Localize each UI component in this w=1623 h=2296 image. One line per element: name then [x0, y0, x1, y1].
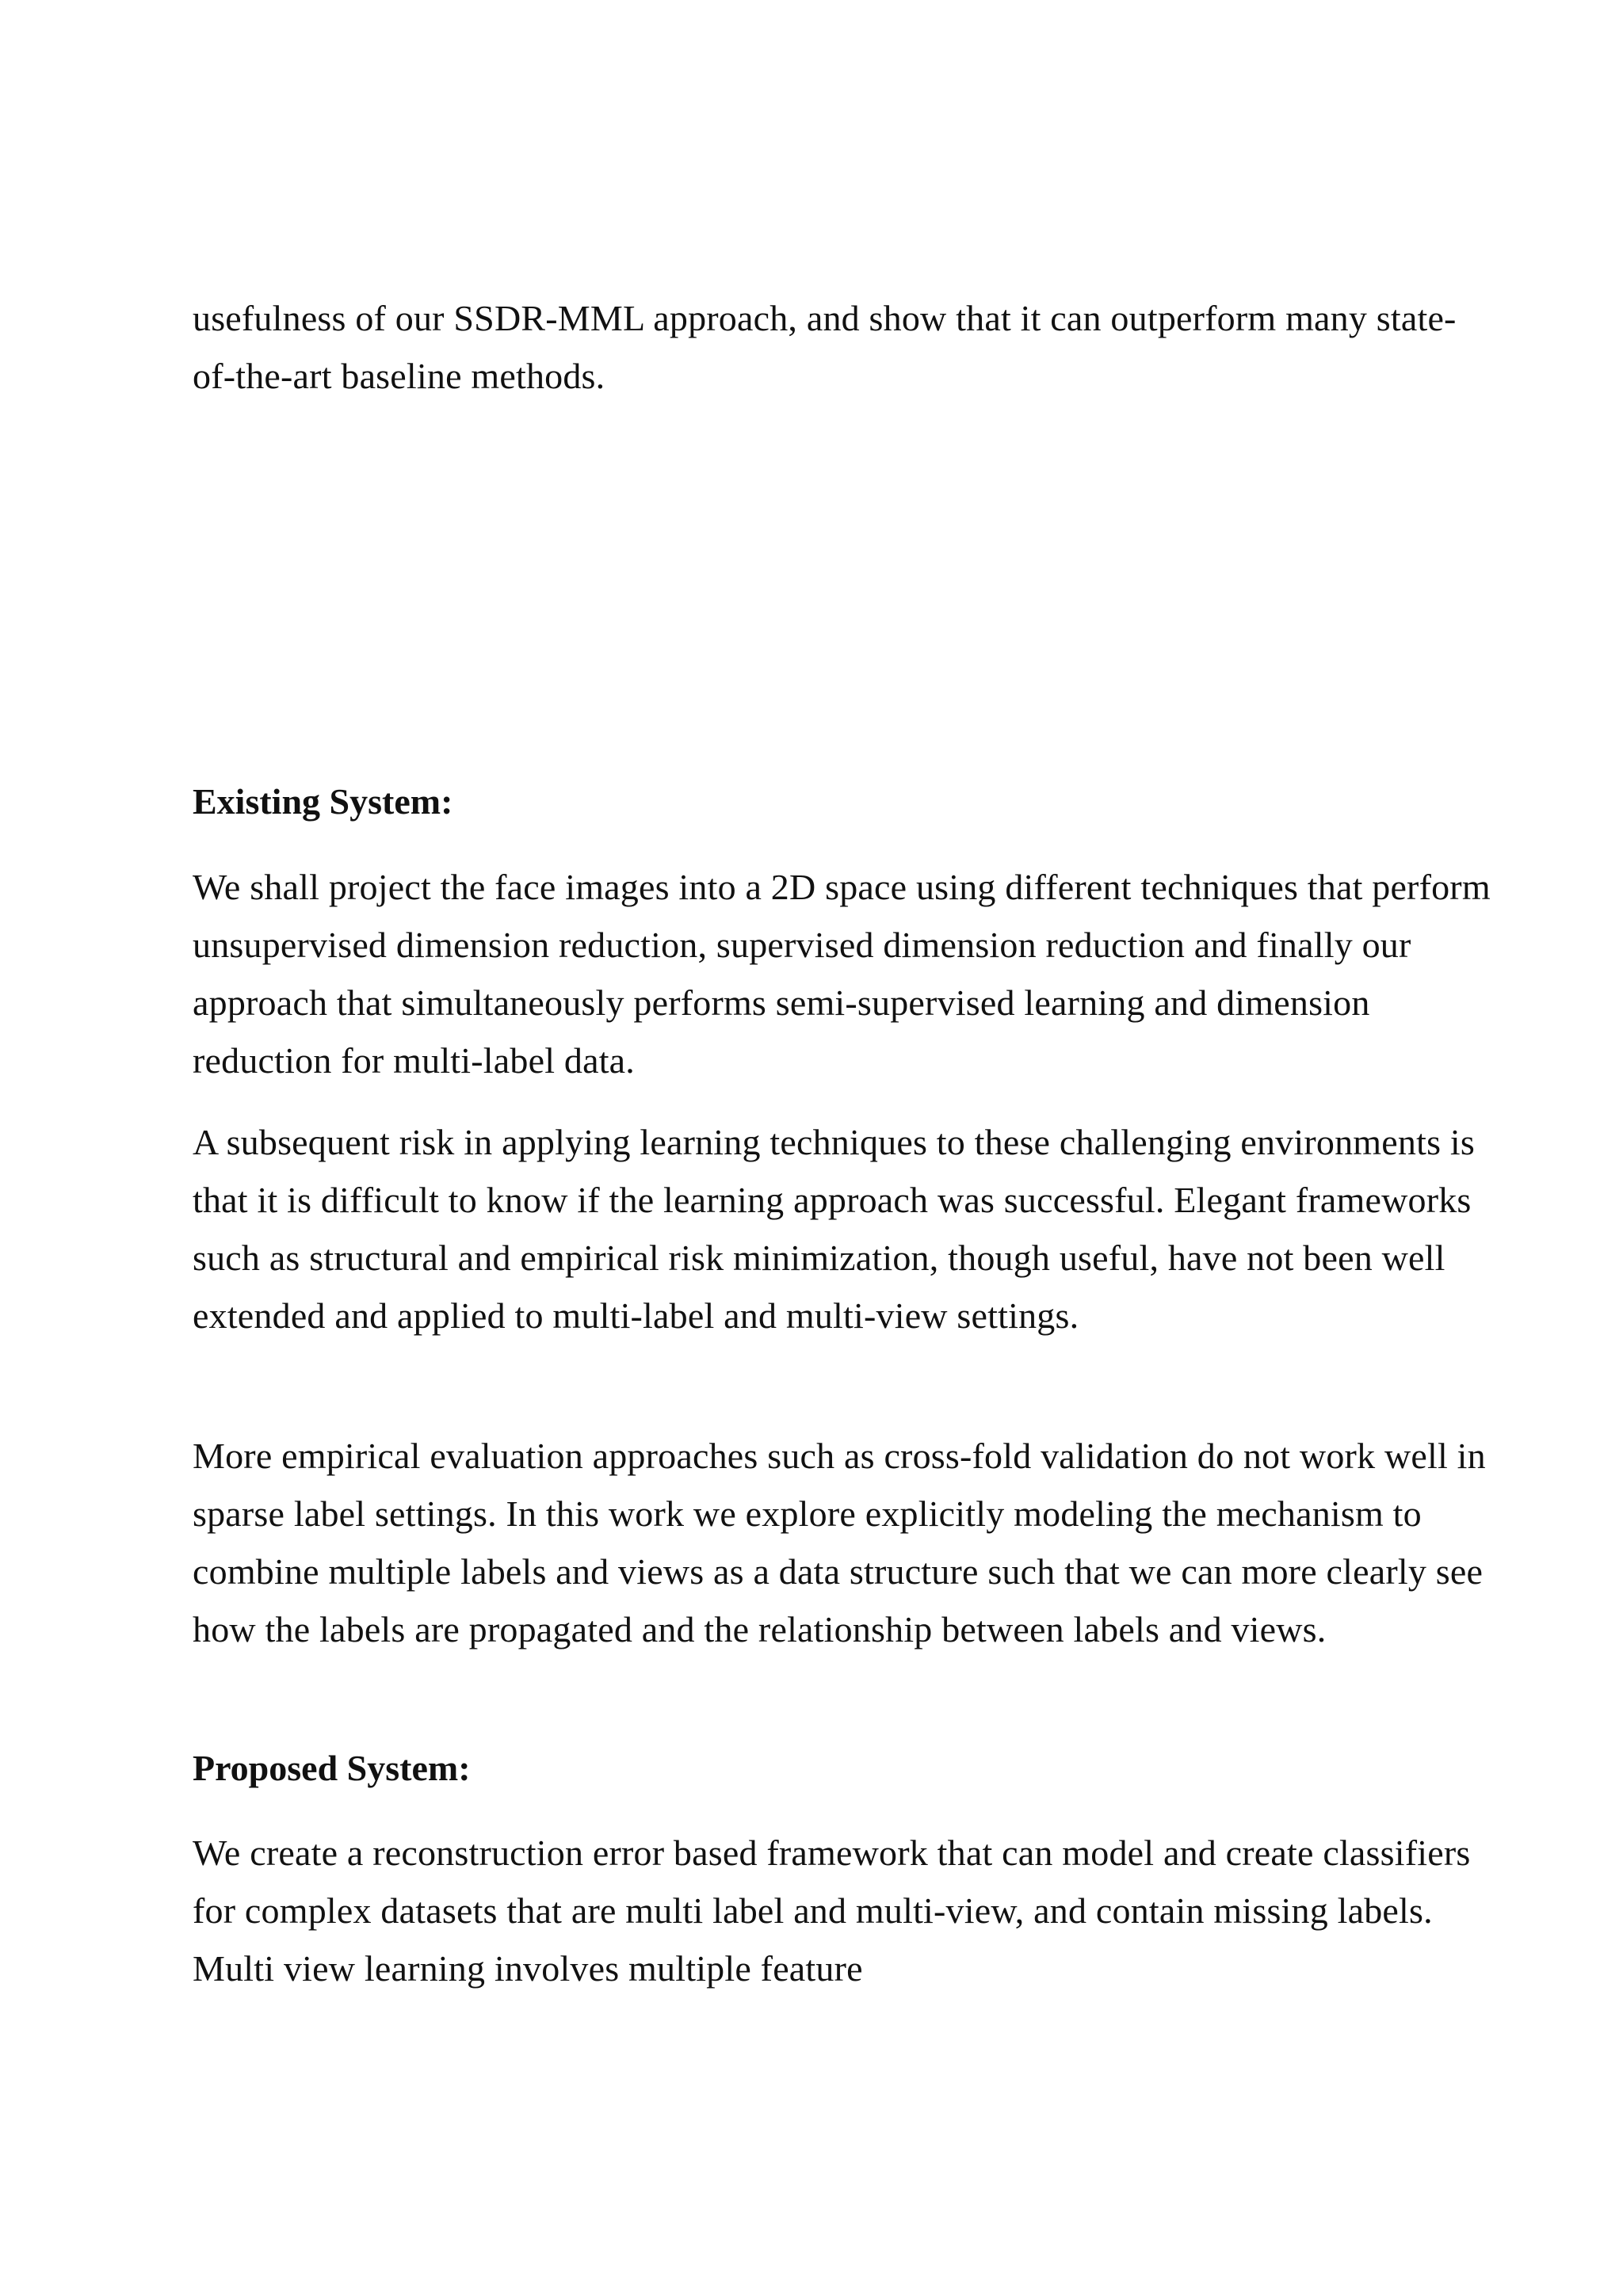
intro-paragraph-tail: usefulness of our SSDR-MML approach, and show that it can outperform many state-of-the-art baseline methods.	[193, 298, 1457, 396]
existing-system-paragraph: More empirical evaluation approaches such as cross-fold validation do not work well in sparse label settings. In this work we explore explicitly modeling the mechanism to combine multiple labels and views as a data structure such that we can more clearly see how the labels are propagated and the relationship between labels and views.	[193, 1436, 1486, 1650]
existing-system-paragraph: We shall project the face images into a 2D space using different techniques that perform unsupervised dimension reduction, supervised dimension reduction and finally our approach that simultaneously performs semi-supervised learning and dimension reduction for multi-label data.	[193, 867, 1491, 1081]
proposed-system-heading: Proposed System:	[193, 1748, 471, 1788]
proposed-system-paragraph: We create a reconstruction error based framework that can model and create classifiers for complex datasets that are multi label and multi-view, and contain missing labels. Multi view learning involves multiple feature	[193, 1833, 1471, 1989]
existing-system-heading: Existing System:	[193, 781, 453, 822]
existing-system-paragraph: A subsequent risk in applying learning techniques to these challenging environments is that it is difficult to know if the learning approach was successful. Elegant frameworks such as structural and empirical risk minimization, though useful, have not been well extended and applied to multi-label and multi-view settings.	[193, 1122, 1475, 1336]
